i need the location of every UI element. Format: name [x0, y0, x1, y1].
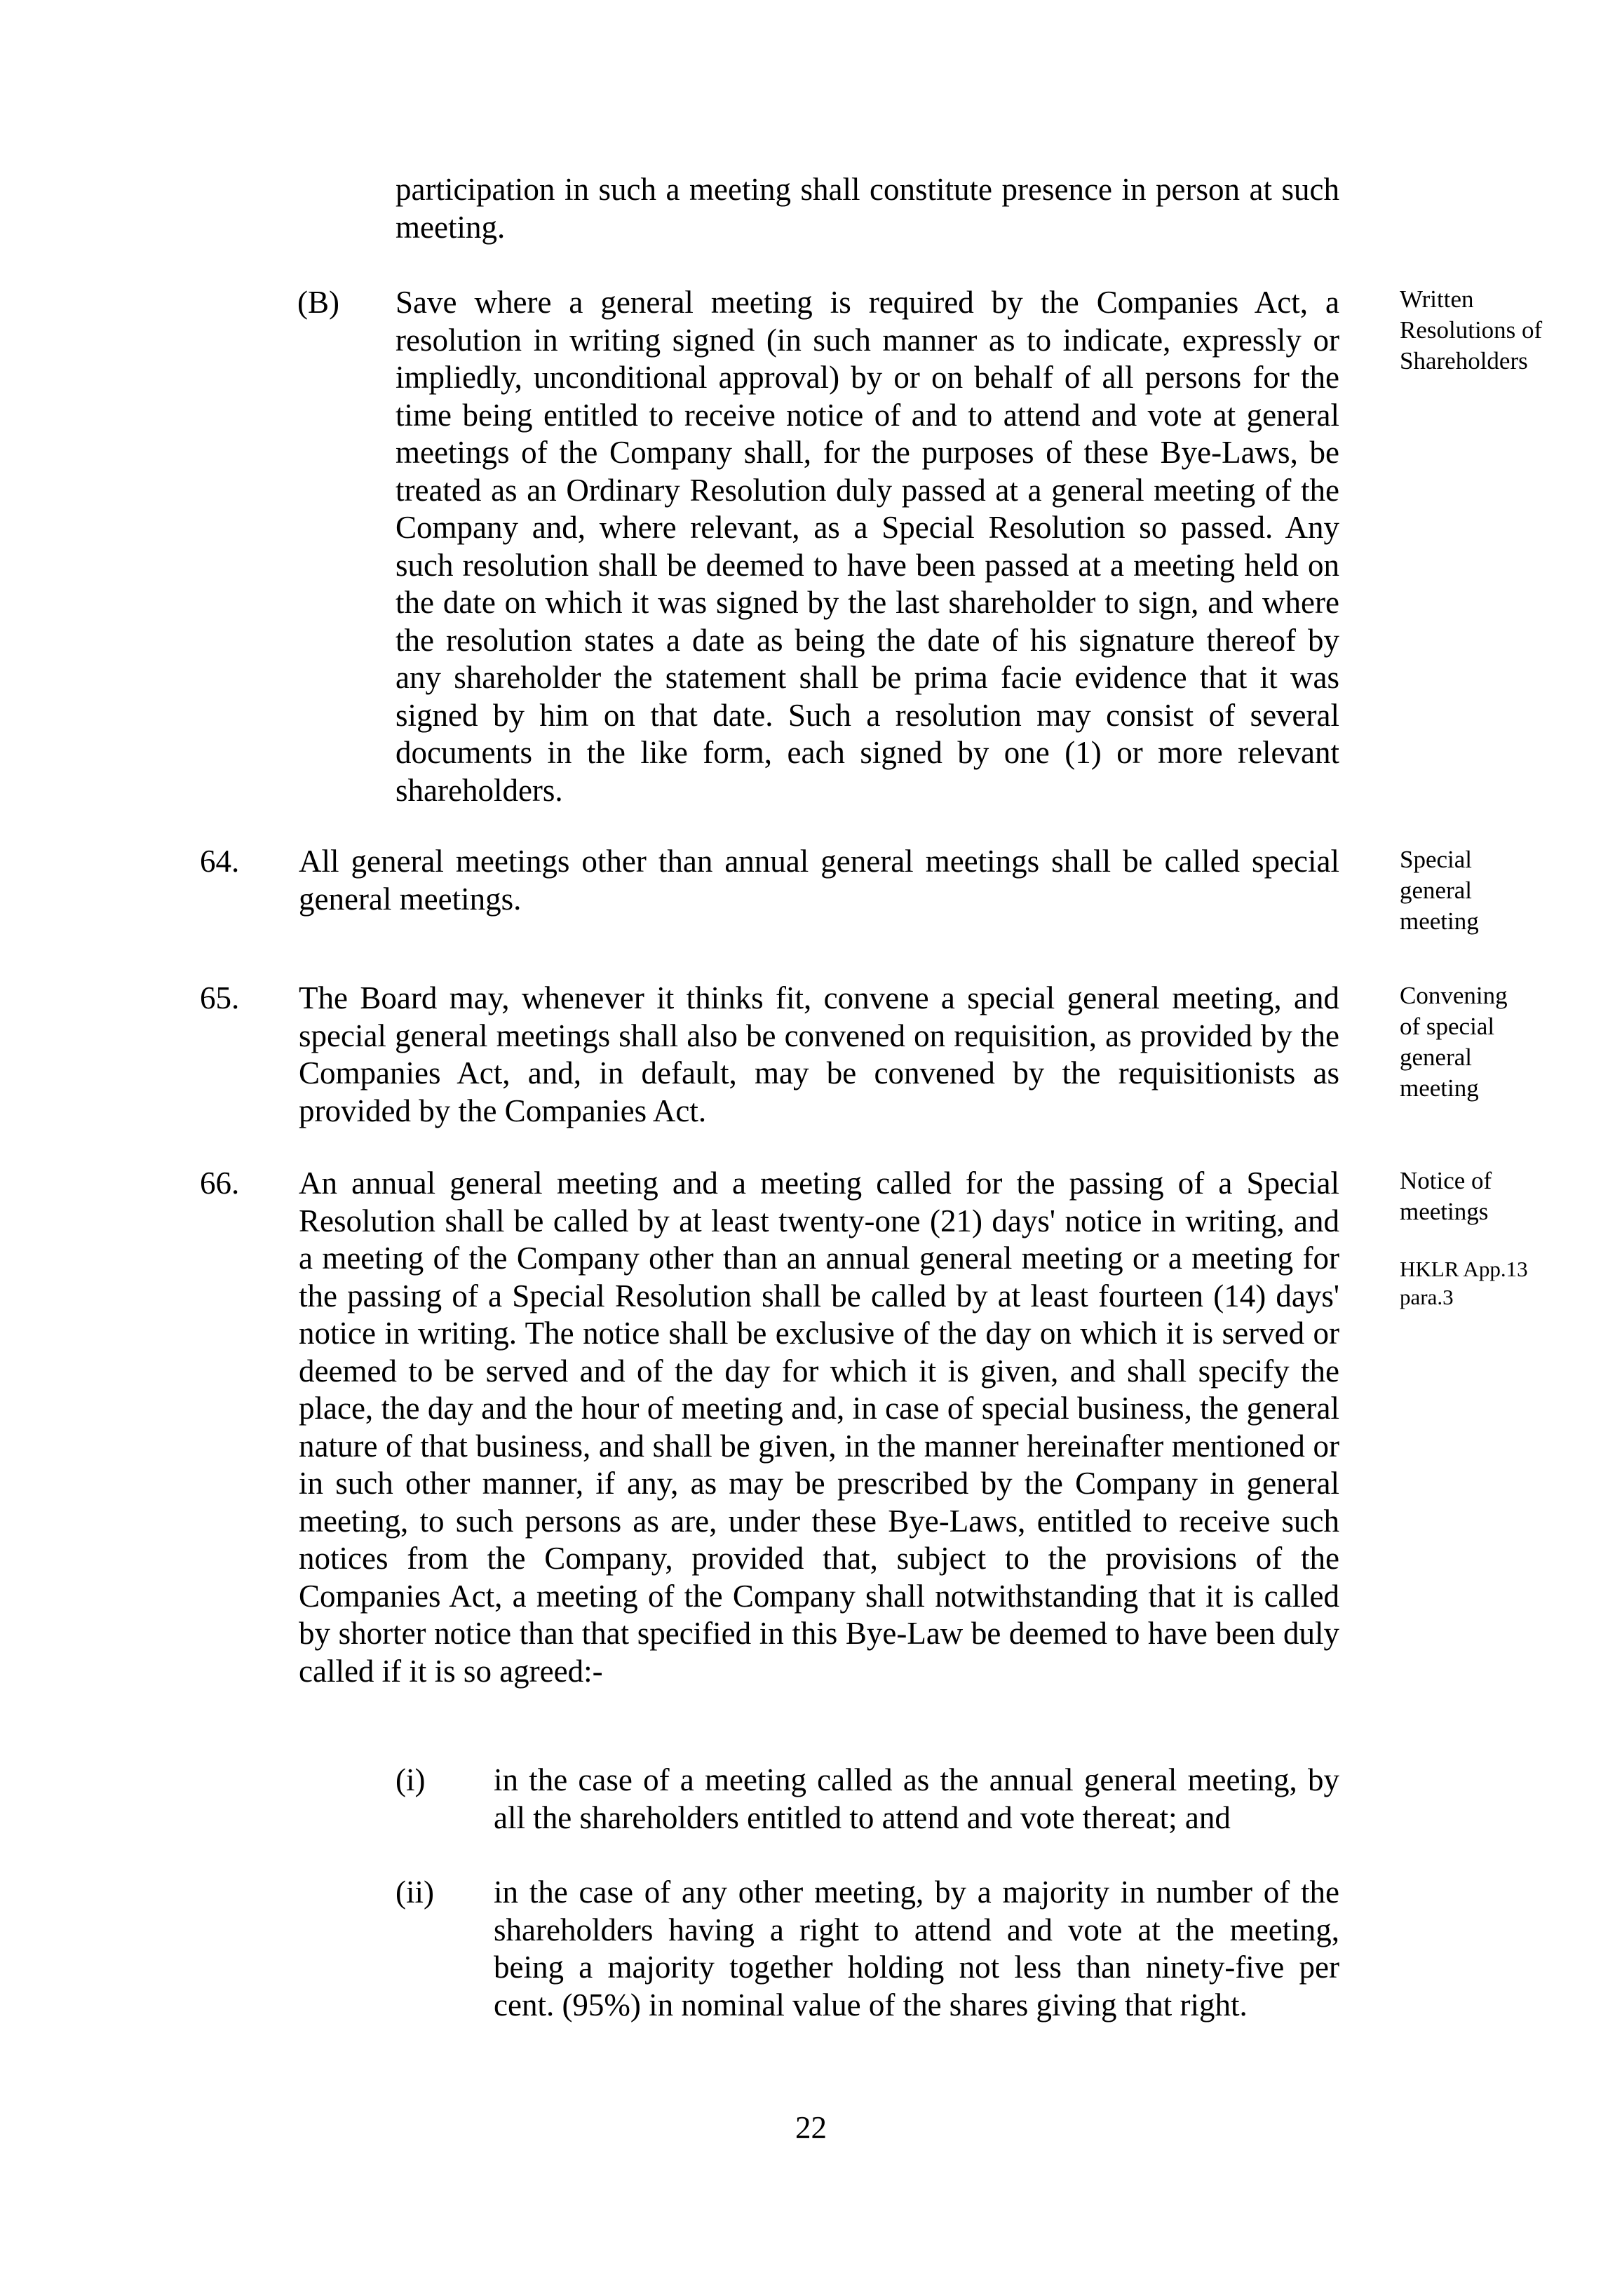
paragraph-64-text: All general meetings other than annual general meetings shall be called special general meetings. — [299, 844, 1339, 917]
side-note-written-resolutions: Written Resolutions of Shareholders — [1400, 285, 1543, 374]
side-note-convening: Convening of special general meeting — [1400, 982, 1508, 1102]
continuation-paragraph: participation in such a meeting shall constitute presence in person at such meeting. — [396, 172, 1339, 245]
paragraph-64-number: 64. — [200, 844, 240, 879]
paragraph-b-label: (B) — [297, 285, 339, 320]
paragraph-b-text: Save where a general meeting is required by the Companies Act, a resolution in writing signed (in such manner as to indicate, expressly or impliedly, unconditional approval) by or on behalf of all persons for the time being entitled to receive notice of and to attend and vote at general meetings of the Company shall, for the purposes of these Bye-Laws, be treated as an Ordinary Resolution duly passed at a general meeting of the Company and, where relevant, as a Special Resolution so passed. Any such resolution shall be deemed to have been passed at a meeting held on the date on which it was signed by the last shareholder to sign, and where the resolution states a date as being the date of his signature thereof by any shareholder the statement shall be prima facie evidence that it was signed by him on that date. Such a resolution may consist of several documents in the like form, each signed by one (1) or more relevant shareholders. — [396, 285, 1339, 808]
paragraph-65-text: The Board may, whenever it thinks fit, convene a special general meeting, and special general meetings shall also be convened on requisition, as provided by the Companies Act, and, in default, may be convened by the requisitionists as provided by the Companies Act. — [299, 980, 1339, 1128]
item-i-text: in the case of a meeting called as the annual general meeting, by all the shareholders entitled to attend and vote thereat; and — [494, 1762, 1339, 1835]
side-note-hklr-reference: HKLR App.13 para.3 — [1400, 1257, 1528, 1309]
item-i-label: (i) — [396, 1762, 426, 1797]
paragraph-65-number: 65. — [200, 980, 240, 1015]
paragraph-66-text: An annual general meeting and a meeting called for the passing of a Special Resolution shall be called by at least twenty-one (21) days' notice in writing, and a meeting of the Company other than an annual general meeting or a meeting for the passing of a Special Resolution shall be called by at least fourteen (14) days' notice in writing. The notice shall be exclusive of the day on which it is served or deemed to be served and of the day for which it is given, and shall specify the place, the day and the hour of meeting and, in case of special business, the general nature of that business, and shall be given, in the manner hereinafter mentioned or in such other manner, if any, as may be prescribed by the Company in general meeting, to such persons as are, under these Bye-Laws, entitled to receive such notices from the Company, provided that, subject to the provisions of the Companies Act, a meeting of the Company shall notwithstanding that it is called by shorter notice than that specified in this Bye-Law be deemed to have been duly called if it is so agreed:- — [299, 1166, 1339, 1689]
side-note-special-general-meeting: Special general meeting — [1400, 846, 1479, 935]
item-ii-label: (ii) — [396, 1875, 434, 1910]
paragraph-66-number: 66. — [200, 1166, 240, 1201]
side-note-notice-of-meetings: Notice of meetings — [1400, 1167, 1492, 1225]
page-number: 22 — [795, 2110, 827, 2145]
item-ii-text: in the case of any other meeting, by a majority in number of the shareholders having a right to attend and vote at the meeting, being a majority together holding not less than ninety-five per cent. (95%) in nominal value of the shares giving that right. — [494, 1875, 1339, 2022]
